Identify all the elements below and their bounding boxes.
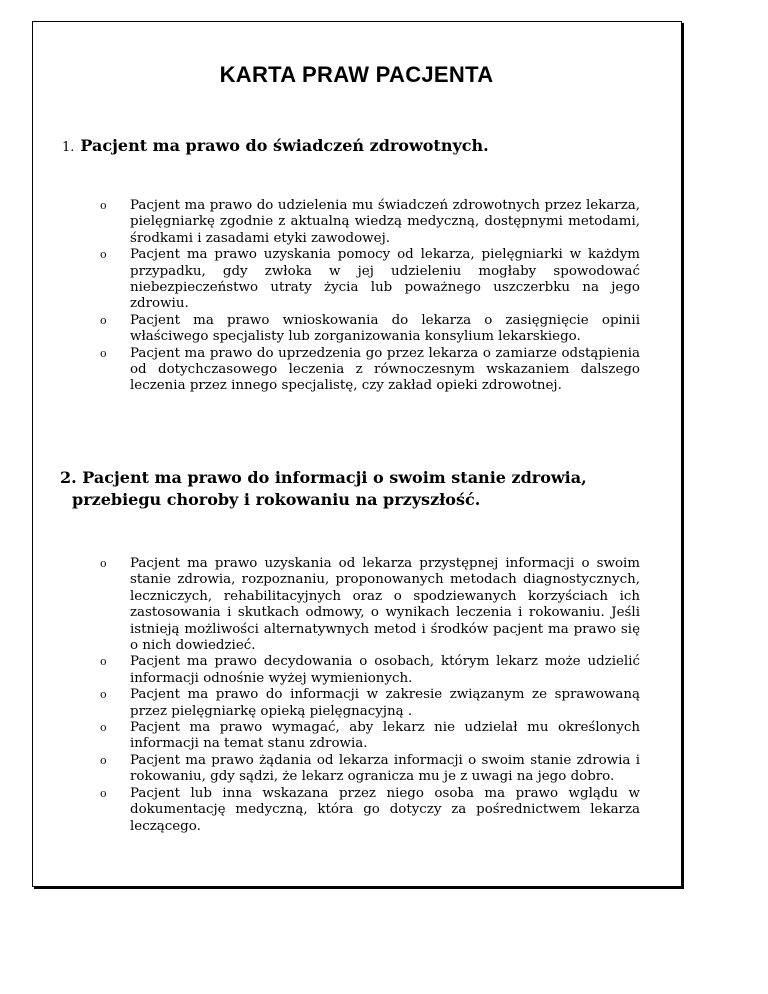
list-item-text: Pacjent lub inna wskazana przez niego osoba ma prawo wglądu w dokumentację medyczną, która go dotyczy za pośrednictwem lekarza leczącego. bbox=[130, 785, 640, 834]
bullet-icon: o bbox=[100, 557, 107, 570]
list-item-text: Pacjent ma prawo uzyskania pomocy od lekarza, pielęgniarki w każdym przypadku, gdy zwłoka w jej udzieleniu mogłaby spowodować niebezpieczeństwo utraty życia lub poważnego uszczerbku na jego zdrowiu. bbox=[130, 247, 640, 312]
bullet-icon: o bbox=[100, 313, 107, 327]
section-2-list bbox=[100, 556, 640, 835]
list-item-text: Pacjent ma prawo wnioskowania do lekarza o zasięgnięcie opinii właściwego specjalisty lub zorganizowania konsylium lekarskiego. bbox=[130, 312, 640, 345]
list-item bbox=[100, 654, 640, 687]
section-2-heading bbox=[60, 467, 660, 511]
list-item-text: Pacjent ma prawo do informacji w zakresie związanym ze sprawowaną przez pielęgniarkę opieką pielęgnacyjną . bbox=[130, 687, 640, 719]
bullet-icon: o bbox=[100, 688, 107, 702]
bullet-icon: o bbox=[100, 248, 107, 262]
list-item-text: Pacjent ma prawo do uprzedzenia go przez lekarza o zamiarze odstąpienia od dotychczasowego leczenia z równoczesnym wskazaniem dalszego leczenia przez innego specjalistę, czy zakład opieki zdrowotnej. bbox=[130, 345, 640, 394]
bullet-icon: o bbox=[100, 786, 107, 800]
list-item bbox=[100, 687, 640, 720]
list-item bbox=[100, 313, 640, 346]
list-item bbox=[100, 198, 640, 247]
list-item-text: Pacjent ma prawo do udzielenia mu świadczeń zdrowotnych przez lekarza, pielęgniarkę zgodnie z aktualną wiedzą medyczną, dostępnymi metodami, środkami i zasadami etyki zawodowej. bbox=[130, 198, 640, 246]
list-item bbox=[100, 786, 640, 835]
bullet-icon: o bbox=[100, 199, 107, 212]
list-item-text: Pacjent ma prawo żądania od lekarza informacji o swoim stanie zdrowia i rokowaniu, gdy sądzi, że lekarz ogranicza mu je z uwagi na jego dobro. bbox=[130, 752, 640, 785]
bullet-icon: o bbox=[100, 346, 107, 360]
page-title: KARTA PRAW PACJENTA bbox=[219, 62, 494, 87]
section-1-number: 1. bbox=[62, 140, 75, 155]
list-item bbox=[100, 247, 640, 313]
section-1-heading-text: Pacjent ma prawo do świadczeń zdrowotnych. bbox=[80, 136, 489, 155]
section-1-heading bbox=[62, 136, 489, 155]
list-item-text: Pacjent ma prawo decydowania o osobach, którym lekarz może udzielić informacji odnośnie wyżej wymienionych. bbox=[130, 654, 640, 686]
section-2-heading-line-2: przebiegu choroby i rokowaniu na przyszłość. bbox=[72, 490, 481, 509]
list-item bbox=[100, 346, 640, 395]
bullet-icon: o bbox=[100, 721, 107, 735]
section-1-list bbox=[100, 198, 640, 395]
list-item bbox=[100, 556, 640, 654]
section-2-heading-line-1: 2. Pacjent ma prawo do informacji o swoim stanie zdrowia, bbox=[60, 468, 587, 487]
list-item-text: Pacjent ma prawo wymagać, aby lekarz nie udzielał mu określonych informacji na temat stanu zdrowia. bbox=[130, 720, 640, 752]
list-item-text: Pacjent ma prawo uzyskania od lekarza przystępnej informacji o swoim stanie zdrowia, rozpoznaniu, proponowanych metodach diagnostycznych, leczniczych, rehabilitacyjnych oraz o spodziewanych korzyściach ich zastosowania i skutkach odmowy, o wynikach leczenia i rokowaniu. Jeśli istnieją możliwości alternatywnych metod i środków pacjent ma prawo się o nich dowiedzieć. bbox=[130, 556, 640, 654]
list-item bbox=[100, 753, 640, 786]
list-item bbox=[100, 720, 640, 753]
bullet-icon: o bbox=[100, 753, 107, 767]
bullet-icon: o bbox=[100, 655, 107, 669]
